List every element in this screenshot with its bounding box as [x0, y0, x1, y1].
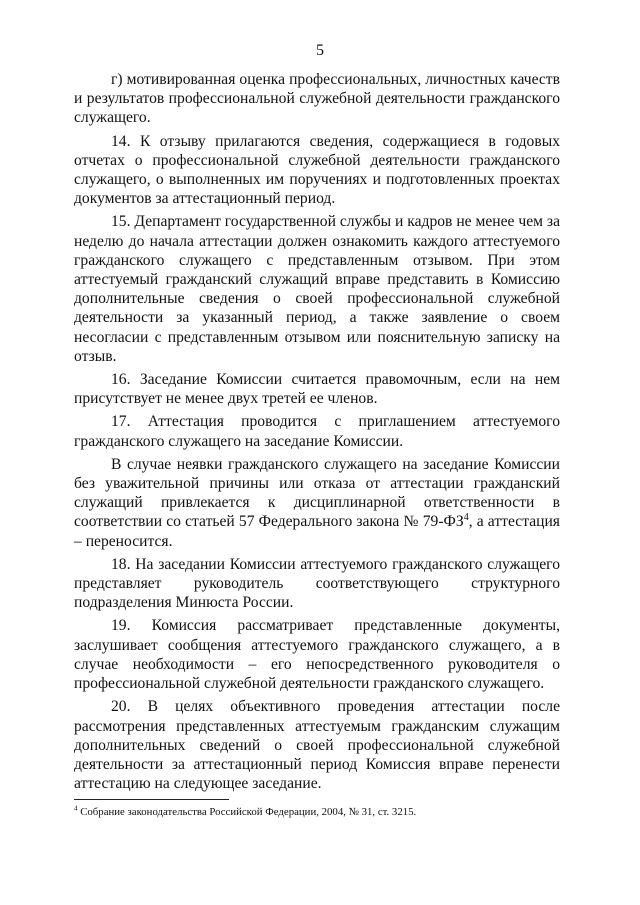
paragraph-17: 17. Аттестация проводится с приглашением аттестуемого гражданского служащего на заседание Комиссии.	[74, 413, 560, 450]
footnote-reference[interactable]: 4	[463, 512, 469, 524]
footnote-text: Собрание законодательства Российской Федерации, 2004, № 31, ст. 3215.	[77, 806, 417, 818]
paragraph-18: 18. На заседании Комиссии аттестуемого гражданского служащего представляет руководитель соответствующего структурного подразделения Минюста России.	[74, 555, 560, 612]
paragraph-14: 14. К отзыву прилагаются сведения, содержащиеся в годовых отчетах о профессиональной служебной деятельности гражданского служащего, о выполненных им поручениях и подготовленных проектах документов за аттестационный период.	[74, 132, 560, 208]
paragraph-20: 20. В целях объективного проведения аттестации после рассмотрения представленных аттестуемым гражданским служащим дополнительных сведений о своей профессиональной служебной деятельности за аттестационный период Комиссия вправе перенести аттестацию на следующее заседание.	[74, 698, 560, 793]
paragraph-13g: г) мотивированная оценка профессиональных, личностных качеств и результатов профессиональной служебной деятельности гражданского служащего.	[74, 71, 560, 127]
paragraph-16: 16. Заседание Комиссии считается правомочным, если на нем присутствует не менее двух третей ее членов.	[74, 371, 560, 408]
paragraph-19: 19. Комиссия рассматривает представленные документы, заслушивает сообщения аттестуемого гражданского служащего, а в случае необходимости – его непосредственного руководителя о профессиональной служебной деятельности гражданского служащего.	[74, 617, 560, 693]
footnote	[74, 806, 560, 819]
document-body	[74, 70, 560, 793]
paragraph-17-continued: В случае неявки гражданского служащего на заседание Комиссии без уважительной причины или отказа от аттестации гражданский служащий привлекается к дисциплинарной ответственности в соответствии со статьей 57 Федерального закона № $79-ФЗ^4$, а аттестация – переносится.	[74, 455, 560, 550]
footnote-marker: 4	[74, 804, 78, 813]
footnote-divider	[74, 799, 229, 800]
paragraph-15: 15. Департамент государственной службы и кадров не менее чем за неделю до начала аттестации должен ознакомить каждого аттестуемого гражданского служащего с представленным отзывом. При этом аттестуемый гражданский служащий вправе представить в Комиссию дополнительные сведения о своей профессиональной служебной деятельности за указанный период, а также заявление о своем несогласии с представленным отзывом или пояснительную записку на отзыв.	[74, 213, 560, 365]
page-number: 5	[316, 42, 324, 59]
